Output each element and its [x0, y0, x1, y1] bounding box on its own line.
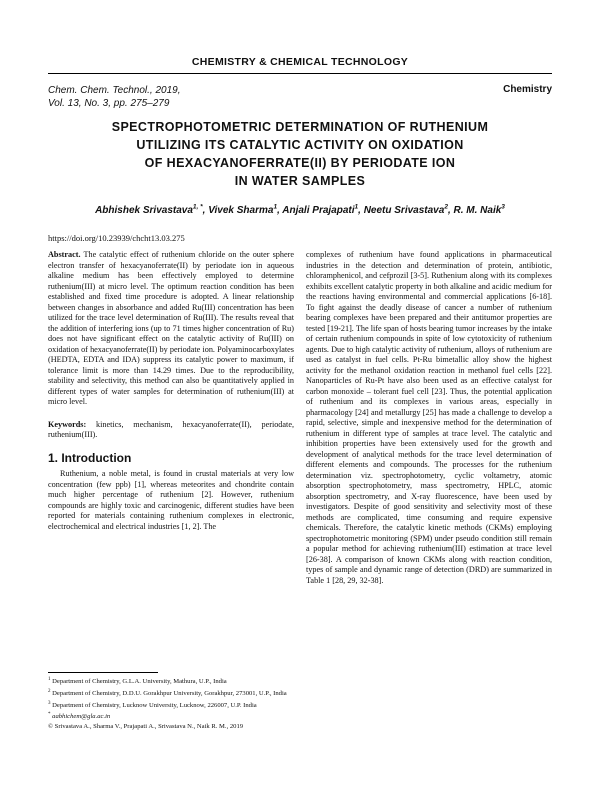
title-line-3: OF HEXACYANOFERRATE(II) BY PERIODATE ION: [144, 156, 456, 170]
footnote: $^3$ Department of Chemistry, Lucknow University, Lucknow, 226007, U.P. India: [48, 700, 257, 709]
intro-paragraph-2: complexes of ruthenium have found applications in pharmaceutical industries in the detection and determination of protein, antibiotic, chloramphenicol, and cefprozil [3-5]. Ruthenium along with its complexes exhibits excellent catalytic property in both alkaline and acidic medium for the reactions having environmental and commercial applications [6-18]. To fight against the deadly disease of cancer a number of ruthenium bearing complexes have been prepared and their antitumor properties are tested [19-21]. The life span of hosts bearing tumor increases by the intake of certain ruthenium compounds in spite of low cytotoxicity of ruthenium agents. Due to high catalytic activity of ruthenium, alloys of ruthenium are used as catalyst in fuel cells. Pt-Ru bimetallic alloy show the highest activity for the methanol oxidation reaction in methanol fuel cells [22]. Nanoparticles of Ru-Pt have also been used as an effective catalyst for carbon monoxide – tolerant fuel cell [23]. Thus, the potential application of ruthenium and its complexes in various areas, especially in pharmacology [24] and metallurgy [25] has made a challenge to develop a rapid, selective, simple and inexpensive method for the determination of ruthenium in different type of samples at trace level. The catalytic and inhibition properties have been extensively used for the growth and development of analytical methods for the trace level determination of different elements and compounds. The processes for the ruthenium determination viz. spectrophotometry, cyclic voltametry, atomic absorption spectrophotometry, mass spectrometry, HPLC, atomic absorption spectrometry, and X-ray fluorescence, have been used by investigators. Despite of good sensitivity and selectivity most of these methods are complicated, time consuming and require expensive chemicals. Therefore, the catalytic kinetic methods (CKMs) employing spectrophotometric monitoring (SPM) under pseudo condition still remain a popular method for achieving ruthenium(III) estimation at trace level [26-38]. A comparison of known CKMs along with reaction condition, types of sample and dynamic range of detection (DRD) are summarized in Table 1 [28, 29, 32-38].: [306, 250, 552, 585]
author-list: [0, 204, 600, 216]
title-line-1: SPECTROPHOTOMETRIC DETERMINATION OF RUTHENIUM: [111, 120, 489, 134]
journal-name: CHEMISTRY & CHEMICAL TECHNOLOGY: [191, 56, 409, 68]
footnotes: [48, 672, 294, 733]
author: Vivek Sharma$^1$,: [208, 204, 283, 217]
citation-line-1: Chem. Chem. Technol., 2019,: [48, 85, 181, 96]
article-title: [60, 118, 540, 190]
footnote: $^2$ Department of Chemistry, D.D.U. Gorakhpur University, Gorakhpur, 273001, U.P., India: [48, 688, 287, 697]
author: Abhishek Srivastava$^{1, *}$,: [95, 204, 209, 217]
footnote-email: * aabhichem@gla.ac.in: [48, 712, 111, 721]
author: Anjali Prajapati$^1$,: [282, 204, 364, 217]
keywords: [48, 420, 294, 441]
header-rule: [48, 73, 552, 74]
footnote: $^1$ Department of Chemistry, G.L.A. University, Mathura, U.P., India: [48, 677, 227, 686]
copyright: © Srivastava A., Sharma V., Prajapati A., Srivastava N., Naik R. M., 2019: [48, 723, 244, 731]
doi-link[interactable]: https://doi.org/10.23939/chcht13.03.275: [48, 233, 185, 243]
author: Neetu Srivastava$^2$,: [363, 204, 454, 217]
title-line-2: UTILIZING ITS CATALYTIC ACTIVITY ON OXIDATION: [136, 138, 464, 152]
abstract-label: Abstract.: [48, 250, 81, 259]
footnote-rule: [48, 672, 158, 673]
citation-line-2: Vol. 13, No. 3, pp. 275–279: [48, 98, 170, 109]
citation: [48, 84, 180, 110]
right-column: [306, 250, 552, 586]
abstract-text: The catalytic effect of ruthenium chloride on the outer sphere electron transfer of hexacyanoferrate(II) by periodate ion in aqueous alkaline medium has been effectively employed to determine ruthenium(III) at micro level. The optimum reaction condition has been established and fixed time procedure is adopted. A linear relationship between changes in absorbance and added Ru(III) concentration has been utilized for the trace level determination of Ru(III). The results reveal that the addition of interfering ions (up to 71 times higher concentration of Ru) does not have significant effect on the catalytic activity of Ru(III) on oxidation of hexacyanoferrate(II) by periodate ion. Polyaminocarboxylates (HEDTA, EDTA and IDA) suppress its catalytic power to maximum, if tolerance limit is more than 14.29 times. Due to the reproducibility, stability and selectivity, this method can also be quantitatively applied in different types of water samples for determination of ruthenium(III) at micro level.: [48, 250, 294, 406]
author: R. M. Naik$^3$: [453, 204, 505, 217]
intro-paragraph-1: Ruthenium, a noble metal, is found in crustal materials at very low concentration (few ppb) [1], whereas meteorites and chondrite contain much higher percentage of ruthenium [2]. However, ruthenium compounds are highly toxic and carcinogenic, different studies have been reported for materials containing ruthenium complexes in electronic, electrochemical and electrical industries [1, 2]. The: [48, 469, 294, 531]
abstract: [48, 250, 294, 408]
left-column: [48, 250, 294, 532]
section-heading: 1. Introduction: [48, 450, 132, 465]
section-label: Chemistry: [503, 84, 552, 95]
title-line-4: IN WATER SAMPLES: [234, 174, 366, 188]
keywords-text: kinetics, mechanism, hexacyanoferrate(II), periodate, ruthenium(III).: [48, 419, 294, 439]
keywords-label: Keywords:: [48, 419, 87, 429]
